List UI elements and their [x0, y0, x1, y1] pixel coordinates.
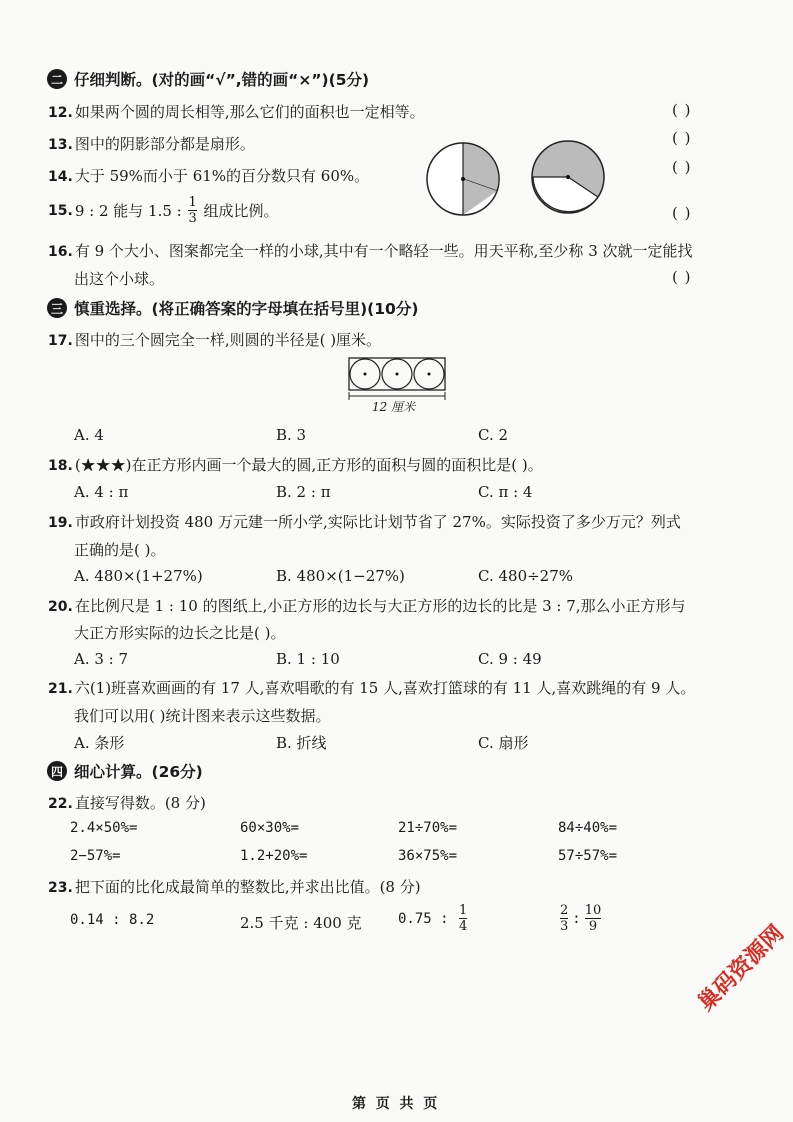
fraction: $\frac{1}{3}$: [188, 195, 197, 226]
calc-item: 21÷70%=: [398, 820, 458, 836]
answer-paren-16[interactable]: ( ): [672, 268, 692, 286]
option-17-a: A. 4: [74, 426, 104, 444]
section-2-header: [47, 68, 369, 90]
calc-item: 60×30%=: [240, 820, 300, 836]
calc-item: 57÷57%=: [558, 848, 618, 864]
sector-circle-figure-2: [530, 137, 610, 217]
option-20-c: C. 9 : 49: [478, 650, 542, 668]
section-title: 细心计算。(26分): [74, 763, 203, 781]
option-20-a: A. 3 : 7: [74, 650, 129, 668]
ratio-item: 2.5 千克 : 400 克: [240, 914, 362, 932]
figure-label-12cm: 12 厘米: [372, 400, 416, 414]
question-16-line-1: 16. 有 9 个大小、图案都完全一样的小球,其中有一个略轻一些。用天平称,至少称 3 次就一定能找: [48, 242, 693, 260]
option-18-a: A. 4 : π: [74, 483, 129, 501]
answer-paren-14[interactable]: ( ): [672, 158, 692, 176]
calc-item: 36×75%=: [398, 848, 458, 864]
question-20-line-2: 大正方形实际的边长之比是( )。: [74, 624, 286, 642]
calc-item: 1.2+20%=: [240, 848, 308, 864]
question-16-line-2: 出这个小球。: [74, 270, 165, 288]
option-20-b: B. 1 : 10: [276, 650, 340, 668]
option-17-c: C. 2: [478, 426, 509, 444]
question-12: 12. 如果两个圆的周长相等,那么它们的面积也一定相等。: [48, 103, 425, 121]
question-13: 13. 图中的阴影部分都是扇形。: [48, 135, 255, 153]
question-19-line-1: 19. 市政府计划投资 480 万元建一所小学,实际比计划节省了 27%。实际投资了多少万元？列式: [48, 513, 681, 531]
answer-paren-13[interactable]: ( ): [672, 129, 692, 147]
ratio-item: 0.75 : $\frac{1}{4}$: [398, 903, 468, 934]
ratio-item: 0.14 : 8.2: [70, 912, 155, 928]
question-14: 14. 大于 59%而小于 61%的百分数只有 60%。: [48, 167, 370, 185]
calc-item: 84÷40%=: [558, 820, 618, 836]
question-22: 22. 直接写得数。(8 分): [48, 794, 206, 812]
page-footer: 第 页 共 页: [352, 1096, 438, 1112]
option-19-a: A. 480×(1+27%): [74, 567, 203, 585]
question-15: 15. 9 : 2 能与 1.5 : $\frac{1}{3}$ 组成比例。: [48, 195, 279, 226]
option-21-c: C. 扇形: [478, 734, 529, 752]
option-18-c: C. π : 4: [478, 483, 533, 501]
watermark: 巢码资源网: [693, 920, 790, 1017]
option-19-c: C. 480÷27%: [478, 567, 574, 585]
section-badge: 二: [47, 69, 67, 89]
question-18: 18. (★★★)在正方形内画一个最大的圆,正方形的面积与圆的面积比是( )。: [48, 456, 543, 474]
question-21-line-2: 我们可以用( )统计图来表示这些数据。: [74, 707, 331, 725]
option-21-b: B. 折线: [276, 734, 327, 752]
option-18-b: B. 2 : π: [276, 483, 331, 501]
section-3-header: [47, 297, 418, 319]
section-badge: 三: [47, 298, 67, 318]
section-title: 慎重选择。(将正确答案的字母填在括号里)(10分): [74, 300, 419, 318]
question-20-line-1: 20. 在比例尺是 1 : 10 的图纸上,小正方形的边长与大正方形的边长的比是 3 : 7,那么小正方形与: [48, 597, 686, 615]
question-19-line-2: 正确的是( )。: [74, 541, 166, 559]
question-21-line-1: 21. 六(1)班喜欢画画的有 17 人,喜欢唱歌的有 15 人,喜欢打篮球的有 11 人,喜欢跳绳的有 9 人。: [48, 679, 696, 697]
sector-circle-figure-1: [425, 139, 505, 219]
section-4-header: [47, 760, 203, 782]
answer-paren-12[interactable]: ( ): [672, 101, 692, 119]
option-21-a: A. 条形: [74, 734, 125, 752]
section-badge: 四: [47, 761, 67, 781]
question-23: 23. 把下面的比化成最简单的整数比,并求出比值。(8 分): [48, 878, 421, 896]
question-17: 17. 图中的三个圆完全一样,则圆的半径是( )厘米。: [48, 331, 382, 349]
answer-paren-15[interactable]: ( ): [672, 204, 692, 222]
calc-item: 2.4×50%=: [70, 820, 138, 836]
calc-item: 2−57%=: [70, 848, 121, 864]
section-title: 仔细判断。(对的画“√”,错的画“×”)(5分): [74, 71, 370, 89]
option-19-b: B. 480×(1−27%): [276, 567, 405, 585]
option-17-b: B. 3: [276, 426, 307, 444]
ratio-item: $\frac{2}{3}$ : $\frac{10}{9}$: [560, 903, 602, 934]
